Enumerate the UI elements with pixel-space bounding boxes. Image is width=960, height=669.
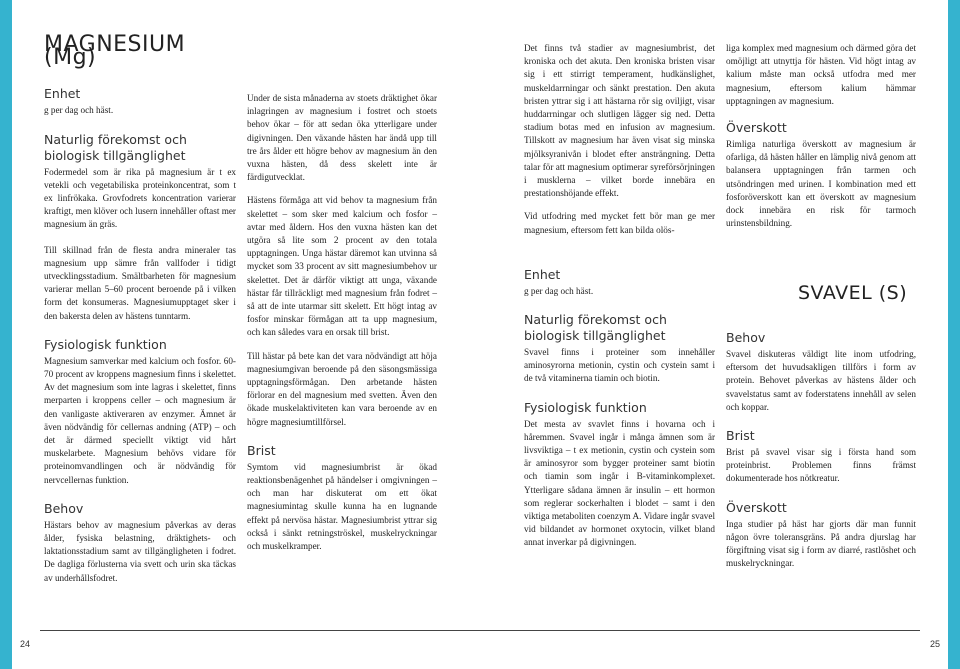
behov-paragraph: Hästars behov av magnesium påverkas av deras ålder, fysiska belastning, dräktighets- och laktationsstadium samt av tillgängligheten i fodret. De dagliga förlusterna via svett och urin ska täckas av underhållsfodret. xyxy=(44,519,236,583)
behov-heading: Behov xyxy=(44,500,84,516)
page-number-right: 25 xyxy=(929,639,940,649)
left-edge-accent xyxy=(0,0,12,669)
col2-paragraph-1: Under de sista månaderna av stoets dräktighet ökar inlagringen av magnesium i fostret och stoets behov ökar – för att sedan öka ytterligare under digivningen. Den växande hästen har ändå upp till tre års ålder ett högre behov av magnesium än den vuxna hästen, då dess skelett inte är färdigutvecklat. xyxy=(247,93,437,183)
enhet-text: g per dag och häst. xyxy=(44,105,114,116)
fett-paragraph: Vid utfodring med mycket fett bör man ge mer magnesium, eftersom fett kan bilda olös- xyxy=(524,211,715,235)
page-title: MAGNESIUM (Mg) xyxy=(44,32,186,71)
svavel-funktion-paragraph: Det mesta av svavlet finns i hovarna och i håremmen. Svavel ingår i många ämnen som är livsviktiga – t ex metionin, cystin och cystein som är aminosyror som bygger proteiner samt biotin och tiamin som ingår i B-vitaminkomplexet. Ytterligare sådana ämnen är insulin – ett hormon som reglerar sockerhalten i blodet – samt i den viktiga metaboliten coenzym A. Vidare ingår svavel vid bildandet av hormonet oxytocin, vilket bland annat inverkar på digivningen. xyxy=(524,418,715,548)
forekomst-heading: Naturlig förekomst och biologisk tillgänglighet xyxy=(44,131,187,163)
footer-rule-right xyxy=(480,630,920,631)
footer-rule-left xyxy=(40,630,480,631)
svavel-overskott-paragraph: Inga studier på häst har gjorts där man funnit någon övre toleransgräns. På andra djurslag har förgiftning visat sig i form av diarré, rastlöshet och muskelryckningar. xyxy=(726,518,916,569)
svavel-forekomst-paragraph: Svavel finns i proteiner som innehåller aminosyrorna metionin, cystin och cystein samt i de två vitaminerna tiamin och biotin. xyxy=(524,347,715,384)
svavel-behov-heading: Behov xyxy=(726,330,766,345)
right-col-2b xyxy=(726,330,916,576)
svavel-forekomst-heading: Naturlig förekomst och biologisk tillgänglighet xyxy=(524,312,667,344)
brist-heading: Brist xyxy=(247,442,276,458)
right-col-2 xyxy=(726,42,916,236)
right-col-1 xyxy=(524,42,715,556)
enhet-heading: Enhet xyxy=(44,86,81,102)
left-col-1 xyxy=(44,32,236,591)
mg-overskott-heading: Överskott xyxy=(726,120,787,136)
right-edge-accent xyxy=(948,0,960,669)
forekomst-paragraph-2: Till skillnad från de flesta andra mineraler tas magnesium upp sämre från vallfoder i tidigt utvecklingsstadium. Smältbarheten för magnesium varierar mellan 5–60 procent beroende på i vilken form det konsumeras. Magnesiumupptaget sker i den bakersta delen av hästens tunntarm. xyxy=(44,244,236,321)
left-col-2 xyxy=(247,92,437,559)
kalium-paragraph: liga komplex med magnesium och därmed göra det omöjligt att utnyttja för hästen. Vid högt intag av kalium måste man också utfodra med mer magnesium, eftersom kalium hämmar upptagningen av magnesium. xyxy=(726,43,916,106)
forekomst-paragraph-1: Fodermedel som är rika på magnesium är t ex vetekli och vegetabiliska proteinkoncentrat, som t ex linfrökaka. Grovfodrets koncentration varierar kraftigt, men klöver och lusern innehåller oftast mer magnesium än gräs. xyxy=(44,166,236,230)
svavel-funktion-heading: Fysiologisk funktion xyxy=(524,399,647,415)
svavel-enhet-heading: Enhet xyxy=(524,266,561,282)
svavel-brist-heading: Brist xyxy=(726,428,755,444)
svavel-overskott-heading: Överskott xyxy=(726,499,787,515)
funktion-heading: Fysiologisk funktion xyxy=(44,336,167,352)
svavel-brist-paragraph: Brist på svavel visar sig i första hand som proteinbrist. Problemen finns främst dokumenterade hos nötkreatur. xyxy=(726,447,916,484)
mg-overskott-paragraph: Rimliga naturliga överskott av magnesium är ofarliga, då hästen håller en lämplig nivå genom att balansera upptagningen från tarmen och utsöndringen med urinen. I kombination med ett fosforöverskott kan ett överskott av magnesium dock innebära en risk för tarmoch urinstensbildning. xyxy=(726,139,916,229)
col2-paragraph-2: Hästens förmåga att vid behov ta magnesium från skelettet – som sker med kalcium och fosfor – avtar med åldern. Hos den vuxna hästen kan det utgöra så lite som 2 procent av den totala upptagningen. Unga hästar däremot kan utvinna så mycket som 33 procent av sitt magnesiumbehov ur skelettet. Det är därför viktigt att unga, växande hästar får tillräckligt med magnesium från fodret – så att de inte utarmar sitt skelett. Ett högt intag av fosfor minskar förmågan att ta upp magnesium, och kan således vara en orsak till brist. xyxy=(247,195,437,338)
svavel-title: SVAVEL (S) xyxy=(798,282,908,304)
page-number-left: 24 xyxy=(20,639,31,649)
funktion-paragraph: Magnesium samverkar med kalcium och fosfor. 60-70 procent av kroppens magnesium finns i skelettet. Av det magnesium som inte lagras i skelettet, finns merparten i kroppens celler – och magnesium är den vanligaste aktiveraren av enzymer. Ämnet är även nödvändig för cellernas andning (ATP) – och det är därmed speciellt viktigt vid hårt muskelarbete. Magnesium behövs vidare för proteinomvandlingen och är nödvändig för nervcellernas funktion. xyxy=(44,355,236,485)
col2-paragraph-3: Till hästar på bete kan det vara nödvändigt att höja magnesiumgivan beroende på den säsongsmässiga upptagningsförmågan. Den arbetande hästen förlorar en del magnesium med svetten. Även den ökade muskelaktiviteten kan vara beroende av en högre magnesiumtillförsel. xyxy=(247,350,437,427)
right-page xyxy=(480,0,960,669)
svavel-enhet-text: g per dag och häst. xyxy=(524,285,594,296)
brist-cont-paragraph: Det finns två stadier av magnesiumbrist, det kroniska och det akuta. Den kroniska bristen visar sig i ett stirrigt temperament, hudkänslighet, muskeldarrningar och sänkt prestation. Den akuta bristen yttrar sig i att hästarna rör sig oviljigt, visar huddarrningar och slutligen lägger sig ned. Detta stadium botas med en infusion av magnesium. Tillskott av magnesium har även visat sig minska mjölksyranivån i blodet efter ansträngning. Detta talar för att magnesium optimerar syreförsörjningen i musklerna – vilket borde innebära en prestationshöjande effekt. xyxy=(524,43,715,199)
brist-paragraph: Symtom vid magnesiumbrist är ökad reaktionsbenägenhet på händelser i omgivningen – och man har diskuterat om ett ökat magnesiumintag skulle kunna ha en lugnande effekt på nervösa hästar. Magnesiumbrist yttrar sig också i sänkt retningströskel, muskelryckningar och muskelkramper. xyxy=(247,461,437,552)
svavel-behov-paragraph: Svavel diskuteras väldigt lite inom utfodring, eftersom det huvudsakligen tillförs i form av protein. Behovet påverkas av hästens ålder och svavelstatus samt av foderstatens innehåll av selen och koppar. xyxy=(726,349,916,412)
